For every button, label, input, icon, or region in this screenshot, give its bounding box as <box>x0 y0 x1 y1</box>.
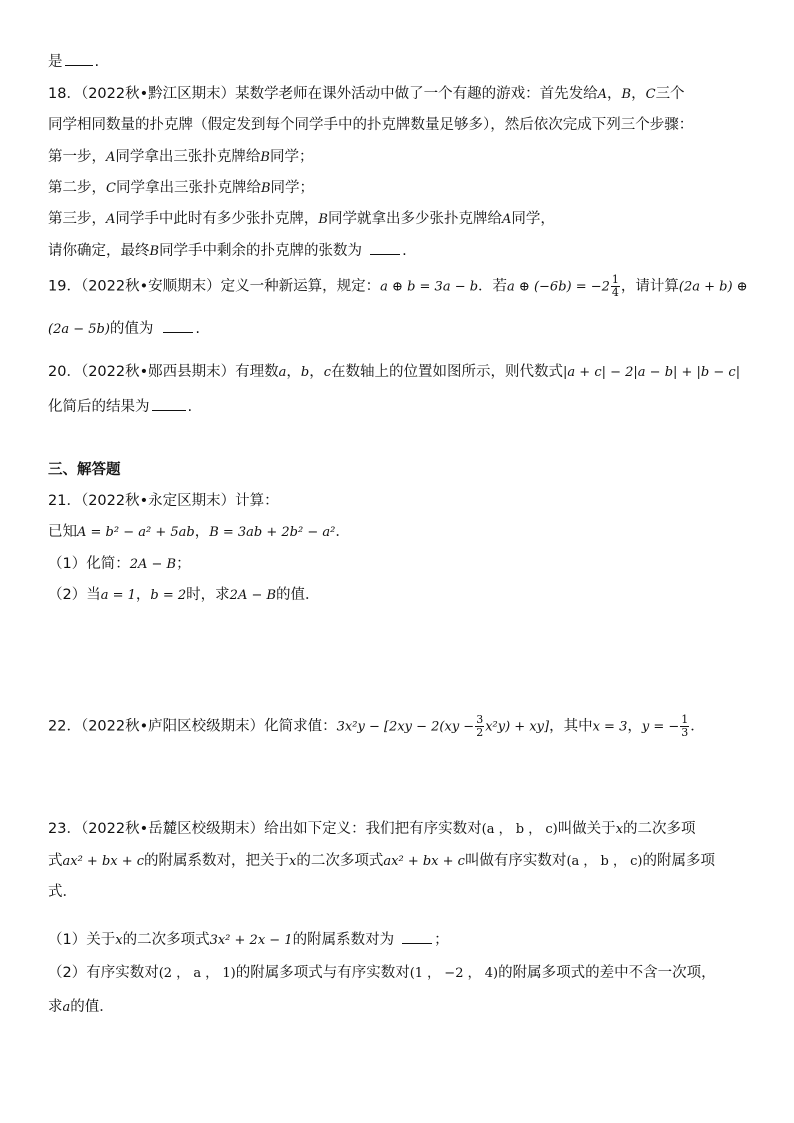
q23-pair: (a ， b ， c) <box>566 854 643 869</box>
q18-text: 同学相同数量的扑克牌（假定发到每个同学手中的扑克牌数量足够多），然后依次完成下列三个步骤： <box>48 117 694 133</box>
var-b: B <box>149 244 160 259</box>
step-text: 同学， <box>511 211 555 227</box>
q23-text: 式 <box>48 853 63 869</box>
step-label: 第一步， <box>48 149 106 165</box>
q18-text: 同学手中剩余的扑克牌的张数为 <box>159 243 363 259</box>
q23-text: 叫做有序实数对 <box>464 853 567 869</box>
q21-text: （1）化简： <box>48 556 130 572</box>
frac-den: 3 <box>681 726 689 739</box>
q19-expression: (2a − 5b) <box>48 322 110 337</box>
q23-source: 23．（2022秋•岳麓区校级期末）给出如下定义：我们把有序实数对 <box>48 821 482 837</box>
q19-line-1 <box>48 273 748 299</box>
frac-den: 2 <box>476 726 484 739</box>
var-a: a <box>62 1000 71 1015</box>
q23-line-3 <box>48 881 77 903</box>
q23-text: 的值． <box>70 999 114 1015</box>
q21-part-1 <box>48 553 191 575</box>
q21-expr: 2A − B <box>229 588 277 603</box>
var-c: c <box>323 365 332 380</box>
q20-line-2: 化简后的结果为 . <box>48 396 192 418</box>
q23-text: 的二次多项 <box>623 821 696 837</box>
q19-text: 的值为 <box>109 321 154 337</box>
q21-text: ； <box>176 556 191 572</box>
var-x: x <box>115 933 123 948</box>
q19-line-2: (2a − 5b)的值为 . <box>48 318 200 340</box>
q21-line-2 <box>48 521 350 543</box>
q23-text: ； <box>434 932 449 948</box>
var-b: B <box>621 87 632 102</box>
q19-definition: a ⊕ b = 3a − b <box>380 279 479 295</box>
step-text: 同学； <box>269 149 314 165</box>
answer-blank[interactable] <box>163 318 193 333</box>
q18-source: 18．（2022秋•黔江区期末）某数学老师在课外活动中做了一个有趣的游戏：首先发给 <box>48 86 598 102</box>
q18-step-2 <box>48 177 314 199</box>
q20-text: 化简后的结果为 <box>48 399 150 415</box>
q23-line-1 <box>48 818 696 840</box>
q19-expression: (2a + b) ⊕ <box>678 279 748 295</box>
q21-line-1 <box>48 490 279 512</box>
var-b: B <box>318 212 328 227</box>
step-label: 第二步， <box>48 180 106 196</box>
q21-text: （2）当 <box>48 587 101 603</box>
q20-line-1: 20．（2022秋•郧西县期末）有理数a，b，c在数轴上的位置如图所示，则代数式|a + c| − 2|a − b| + |b − c| <box>48 364 741 380</box>
var-c: C <box>645 87 656 102</box>
q18-line-1: 18．（2022秋•黔江区期末）某数学老师在课外活动中做了一个有趣的游戏：首先发给A，B，C三个 <box>48 86 685 102</box>
answer-blank[interactable] <box>402 929 432 944</box>
q23-poly: ax² + bx + c <box>383 854 465 869</box>
q20-source: 20．（2022秋•郧西县期末）有理数 <box>48 364 279 380</box>
var-x: x <box>615 822 624 837</box>
q21-expr-a: A = b² − a² + 5ab <box>77 525 195 540</box>
q21-expr: 2A − B <box>129 557 177 572</box>
var-c: C <box>106 181 116 196</box>
prev-question-tail: 是 . <box>48 51 99 73</box>
q21-text: 的值． <box>276 587 320 603</box>
q23-text: 的二次多项式 <box>296 853 384 869</box>
q23-text: 的附属多项式的差中不含一次项， <box>498 965 716 981</box>
answer-blank[interactable] <box>370 240 400 255</box>
q21-text: ． <box>335 524 350 540</box>
q21-text: ， <box>194 524 210 540</box>
q23-text: 的附属系数对，把关于 <box>144 853 290 869</box>
q20-expression: |a + c| − 2|a − b| + |b − c| <box>563 365 741 380</box>
frac-num: 1 <box>611 273 619 286</box>
q23-part-2 <box>48 962 716 984</box>
q19-text: ，请计算 <box>620 278 679 295</box>
q23-text: 的二次多项式 <box>122 932 210 948</box>
q23-pair: (a ， b ， c) <box>481 822 558 837</box>
step-text: 同学； <box>270 180 315 196</box>
q23-poly: 3x² + 2x − 1 <box>209 933 293 948</box>
q21-expr-b: B = 3ab + 2b² − a² <box>209 525 336 540</box>
q23-poly: ax² + bx + c <box>62 854 145 869</box>
var-a: A <box>106 150 116 165</box>
q23-text: 的附属多项式与有序实数对 <box>235 965 410 981</box>
q18-line-2 <box>48 114 693 136</box>
frac-num: 3 <box>476 713 484 726</box>
var-x: x <box>289 854 297 869</box>
q18-step-3 <box>48 208 555 230</box>
q22-value: x = 3 <box>592 719 628 735</box>
frac-den: 4 <box>611 286 619 299</box>
q21-text: 已知 <box>48 524 77 540</box>
q20-text: 在数轴上的位置如图所示，则代数式 <box>331 364 564 380</box>
var-a: A <box>501 212 512 227</box>
var-b: B <box>260 150 270 165</box>
q23-text: （1）关于 <box>48 932 116 948</box>
q18-text: 三个 <box>655 86 685 102</box>
var-a: A <box>106 212 116 227</box>
var-a: A <box>597 87 608 102</box>
q21-value: a = 1 <box>100 588 136 603</box>
answer-blank[interactable] <box>65 51 93 66</box>
step-text: 同学拿出三张扑克牌给 <box>115 180 261 196</box>
step-text: 同学拿出三张扑克牌给 <box>115 149 261 165</box>
var-b: B <box>260 181 271 196</box>
answer-blank[interactable] <box>152 396 186 411</box>
q22-source: 22．（2022秋•庐阳区校级期末）化简求值： <box>48 718 337 735</box>
step-text: 同学就拿出多少张扑克牌给 <box>327 211 502 227</box>
fraction-one-quarter <box>611 274 620 299</box>
q22-expression: x²y) + xy] <box>485 719 550 735</box>
q21-text: 时，求 <box>186 587 230 603</box>
q23-line-2 <box>48 850 715 872</box>
prev-tail-text: 是 <box>48 54 63 70</box>
step-label: 第三步， <box>48 211 106 227</box>
q23-pair: (2 ， a ， 1) <box>158 966 236 981</box>
q21-value: b = 2 <box>150 588 187 603</box>
q23-part-2-cont <box>48 996 114 1018</box>
q19-text: ．若 <box>478 278 508 295</box>
q18-text: 请你确定，最终 <box>48 243 150 259</box>
frac-num: 1 <box>681 713 689 726</box>
q18-step-1 <box>48 146 313 168</box>
q23-pair: (1 ， −2 ， 4) <box>409 966 499 981</box>
q23-text: （2）有序实数对 <box>48 965 159 981</box>
var-b: b <box>300 365 310 380</box>
q19-source: 19．（2022秋•安顺期末）定义一种新运算，规定： <box>48 278 381 295</box>
section-heading: 三、解答题 <box>48 462 121 478</box>
q22-line-1: 22．（2022秋•庐阳区校级期末）化简求值：3x²y − [2xy − 2(xy − $\frac{3}{2}$ x²y) + xy]，其中x = 3，y = − $\frac{1}{3}$ ． <box>48 713 705 739</box>
q23-part-1 <box>48 929 449 951</box>
q22-expression: 3x²y − [2xy − 2(xy − <box>336 719 475 735</box>
q23-text: 的附属多项 <box>642 853 715 869</box>
q22-text: ，其中 <box>549 718 593 735</box>
q23-text: 求 <box>48 999 63 1015</box>
var-a: a <box>278 365 287 380</box>
fraction-three-halves <box>475 714 484 739</box>
q19-condition: a ⊕ (−6b) = −2 <box>507 279 610 295</box>
step-text: 同学手中此时有多少张扑克牌， <box>115 211 319 227</box>
q23-text: 式． <box>48 884 77 900</box>
q23-text: 的附属系数对为 <box>292 932 395 948</box>
q23-text: 叫做关于 <box>557 821 616 837</box>
q21-source: 21．（2022秋•永定区期末）计算： <box>48 493 279 509</box>
q18-line-6: 请你确定，最终B同学手中剩余的扑克牌的张数为 . <box>48 240 407 262</box>
q21-part-2: （2）当a = 1，b = 2时，求2A − B的值． <box>48 587 320 603</box>
q22-value: y = − <box>641 719 680 735</box>
fraction-one-third <box>680 714 689 739</box>
